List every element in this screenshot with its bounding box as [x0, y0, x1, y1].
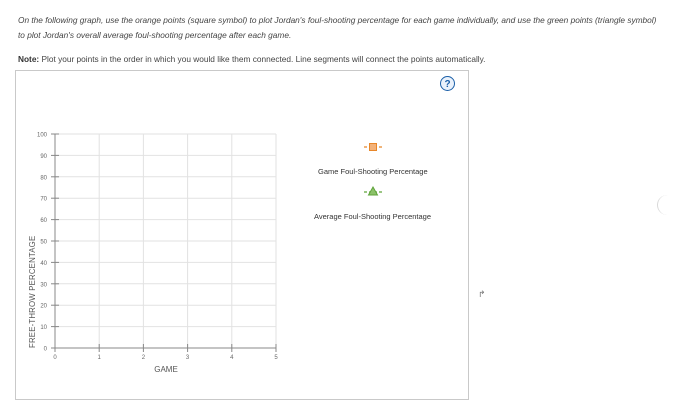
x-tick-label: 3 [185, 355, 190, 361]
y-tick-label: 30 [40, 282, 47, 289]
x-tick-labels [53, 355, 278, 361]
edge-decoration [657, 195, 678, 215]
legend-game-tool[interactable] [364, 144, 382, 151]
y-tick-label: 20 [40, 303, 47, 310]
green-triangle-icon[interactable] [369, 187, 378, 195]
x-tick-label: 4 [230, 355, 234, 361]
x-tick-label: 0 [53, 355, 57, 361]
x-tick-label: 1 [97, 355, 101, 361]
x-axis-label: GAME [154, 365, 178, 374]
note-label: Note: [18, 54, 40, 64]
y-tick-label: 50 [40, 239, 47, 246]
instructions-text: On the following graph, use the orange points (square symbol) to plot Jordan's foul-shooting percentage for each game individually, and use the green points (triangle symbol) to plot Jordan's overall average foul-shooting percentage after each game. [18, 15, 657, 40]
y-axis-label: FREE-THROW PERCENTAGE [28, 235, 37, 348]
y-tick-label: 0 [43, 346, 47, 353]
plot-grid [55, 134, 276, 348]
legend-game-label: Game Foul-Shooting Percentage [318, 167, 428, 176]
y-tick-label: 60 [40, 218, 47, 225]
x-tick-label: 5 [274, 355, 278, 361]
y-tick-label: 100 [36, 132, 47, 139]
question-circle-icon[interactable]: ? [440, 76, 455, 91]
note-body: Plot your points in the order in which you would like them connected. Line segments will connect the points automatically. [39, 54, 486, 64]
x-tick-label: 2 [141, 355, 146, 361]
plot-axes [51, 134, 276, 352]
legend-average-label: Average Foul-Shooting Percentage [314, 212, 432, 221]
y-tick-label: 80 [40, 175, 47, 182]
y-tick-label: 90 [40, 153, 47, 160]
orange-square-icon[interactable] [370, 144, 377, 151]
cursor-icon: ↱ [478, 289, 486, 299]
y-tick-label: 40 [40, 260, 47, 267]
y-tick-label: 70 [40, 196, 47, 203]
legend-average-tool[interactable] [364, 187, 382, 195]
y-tick-label: 10 [40, 325, 47, 332]
y-tick-labels [37, 133, 48, 353]
